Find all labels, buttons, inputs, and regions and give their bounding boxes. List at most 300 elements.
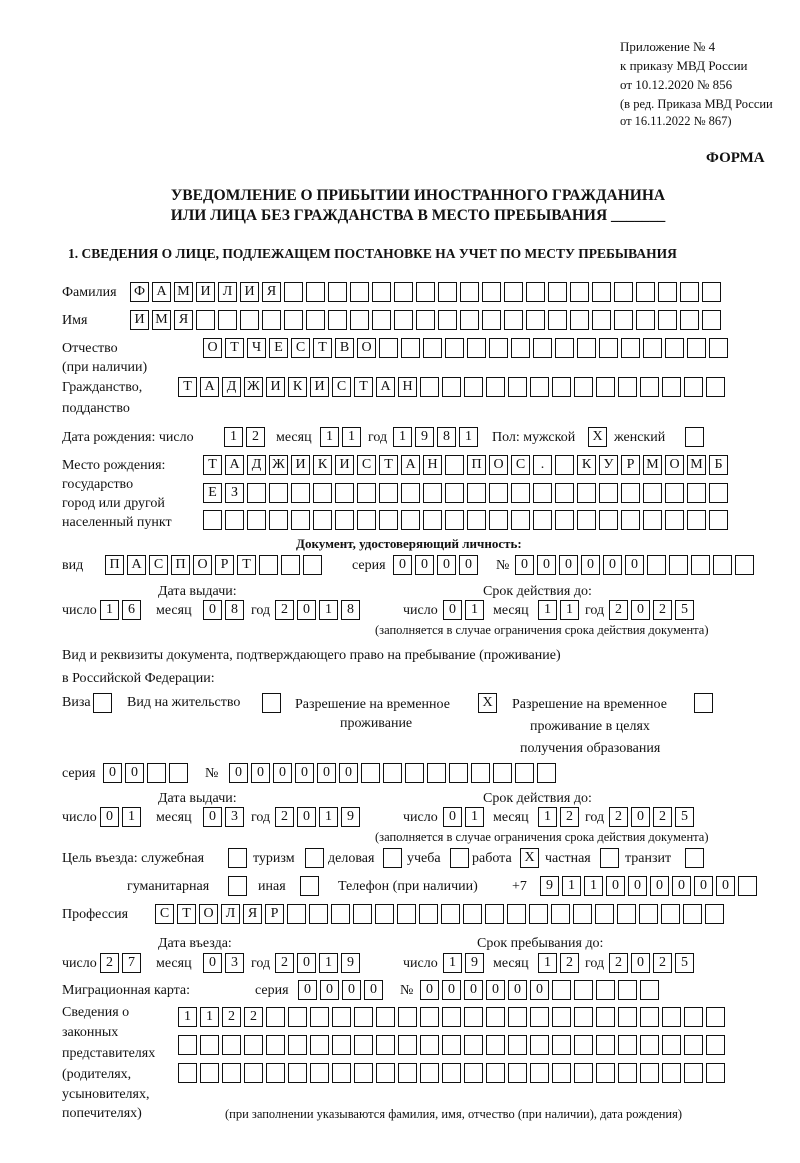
char-cell[interactable]: Т — [379, 455, 398, 475]
char-cell[interactable]: 0 — [443, 600, 462, 620]
char-cell[interactable]: 0 — [486, 980, 505, 1000]
char-cell[interactable]: И — [291, 455, 310, 475]
char-cell[interactable] — [489, 338, 508, 358]
char-cell[interactable]: 0 — [443, 807, 462, 827]
char-cell[interactable]: С — [357, 455, 376, 475]
char-cell[interactable] — [291, 483, 310, 503]
char-cell[interactable] — [709, 510, 728, 530]
char-cell[interactable] — [640, 1007, 659, 1027]
char-cell[interactable]: 0 — [694, 876, 713, 896]
char-cell[interactable] — [489, 483, 508, 503]
char-cell[interactable] — [203, 510, 222, 530]
char-cell[interactable]: 8 — [341, 600, 360, 620]
char-cell[interactable]: И — [196, 282, 215, 302]
char-cell[interactable] — [357, 510, 376, 530]
char-cell[interactable] — [259, 555, 278, 575]
char-cell[interactable] — [552, 980, 571, 1000]
checkbox-cell[interactable] — [262, 693, 281, 713]
char-cell[interactable]: Н — [398, 377, 417, 397]
char-cell[interactable]: О — [193, 555, 212, 575]
char-cell[interactable] — [401, 510, 420, 530]
char-cell[interactable] — [464, 1007, 483, 1027]
char-cell[interactable] — [552, 1035, 571, 1055]
checkbox-cell[interactable] — [305, 848, 324, 868]
char-cell[interactable] — [665, 483, 684, 503]
char-cell[interactable]: 0 — [251, 763, 270, 783]
char-cell[interactable] — [504, 282, 523, 302]
char-cell[interactable] — [287, 904, 306, 924]
char-cell[interactable] — [222, 1063, 241, 1083]
char-cell[interactable] — [445, 338, 464, 358]
char-cell[interactable] — [416, 282, 435, 302]
char-cell[interactable]: 1 — [319, 953, 338, 973]
char-cell[interactable]: И — [130, 310, 149, 330]
checkbox-cell[interactable] — [228, 848, 247, 868]
char-cell[interactable]: 0 — [530, 980, 549, 1000]
char-cell[interactable] — [599, 510, 618, 530]
char-cell[interactable] — [617, 904, 636, 924]
char-cell[interactable] — [269, 483, 288, 503]
char-cell[interactable] — [218, 310, 237, 330]
char-cell[interactable] — [178, 1035, 197, 1055]
char-cell[interactable]: Ж — [269, 455, 288, 475]
char-cell[interactable]: 1 — [178, 1007, 197, 1027]
char-cell[interactable] — [423, 483, 442, 503]
char-cell[interactable]: Н — [423, 455, 442, 475]
char-cell[interactable] — [596, 1007, 615, 1027]
char-cell[interactable] — [570, 282, 589, 302]
char-cell[interactable] — [658, 310, 677, 330]
char-cell[interactable] — [420, 1035, 439, 1055]
char-cell[interactable] — [379, 483, 398, 503]
char-cell[interactable]: 0 — [229, 763, 248, 783]
char-cell[interactable] — [738, 876, 757, 896]
char-cell[interactable] — [240, 310, 259, 330]
char-cell[interactable]: Я — [262, 282, 281, 302]
char-cell[interactable] — [555, 455, 574, 475]
char-cell[interactable] — [537, 763, 556, 783]
char-cell[interactable]: 1 — [224, 427, 243, 447]
char-cell[interactable]: 0 — [297, 807, 316, 827]
char-cell[interactable]: У — [599, 455, 618, 475]
char-cell[interactable] — [530, 1063, 549, 1083]
char-cell[interactable]: И — [335, 455, 354, 475]
char-cell[interactable] — [306, 282, 325, 302]
char-cell[interactable]: 1 — [465, 600, 484, 620]
checkbox-cell[interactable] — [600, 848, 619, 868]
char-cell[interactable]: Ф — [130, 282, 149, 302]
char-cell[interactable] — [284, 310, 303, 330]
char-cell[interactable] — [636, 310, 655, 330]
checkbox-cell[interactable]: X — [588, 427, 607, 447]
char-cell[interactable] — [467, 483, 486, 503]
char-cell[interactable] — [471, 763, 490, 783]
char-cell[interactable] — [266, 1007, 285, 1027]
char-cell[interactable] — [709, 483, 728, 503]
char-cell[interactable] — [354, 1035, 373, 1055]
char-cell[interactable] — [706, 1007, 725, 1027]
char-cell[interactable] — [445, 483, 464, 503]
checkbox-cell[interactable] — [685, 848, 704, 868]
char-cell[interactable] — [147, 763, 166, 783]
char-cell[interactable] — [661, 904, 680, 924]
char-cell[interactable] — [680, 310, 699, 330]
char-cell[interactable] — [687, 338, 706, 358]
char-cell[interactable] — [533, 338, 552, 358]
char-cell[interactable] — [375, 904, 394, 924]
char-cell[interactable] — [574, 1035, 593, 1055]
char-cell[interactable] — [376, 1007, 395, 1027]
char-cell[interactable]: 8 — [437, 427, 456, 447]
char-cell[interactable] — [427, 763, 446, 783]
char-cell[interactable]: 2 — [609, 600, 628, 620]
char-cell[interactable]: 0 — [625, 555, 644, 575]
char-cell[interactable] — [702, 282, 721, 302]
char-cell[interactable] — [442, 1063, 461, 1083]
char-cell[interactable] — [405, 763, 424, 783]
char-cell[interactable] — [332, 1035, 351, 1055]
char-cell[interactable]: 1 — [443, 953, 462, 973]
char-cell[interactable] — [596, 1035, 615, 1055]
char-cell[interactable]: 2 — [275, 600, 294, 620]
char-cell[interactable] — [511, 338, 530, 358]
char-cell[interactable]: 2 — [653, 807, 672, 827]
char-cell[interactable]: Т — [225, 338, 244, 358]
char-cell[interactable]: В — [335, 338, 354, 358]
char-cell[interactable] — [244, 1063, 263, 1083]
char-cell[interactable] — [397, 904, 416, 924]
char-cell[interactable] — [643, 510, 662, 530]
char-cell[interactable] — [530, 1035, 549, 1055]
checkbox-cell[interactable] — [93, 693, 112, 713]
char-cell[interactable] — [574, 1007, 593, 1027]
char-cell[interactable]: П — [171, 555, 190, 575]
char-cell[interactable] — [438, 310, 457, 330]
char-cell[interactable] — [401, 483, 420, 503]
char-cell[interactable] — [683, 904, 702, 924]
char-cell[interactable] — [420, 377, 439, 397]
char-cell[interactable] — [665, 338, 684, 358]
char-cell[interactable] — [247, 483, 266, 503]
char-cell[interactable] — [573, 904, 592, 924]
char-cell[interactable] — [706, 1035, 725, 1055]
char-cell[interactable]: 5 — [675, 953, 694, 973]
char-cell[interactable] — [332, 1063, 351, 1083]
char-cell[interactable] — [574, 980, 593, 1000]
char-cell[interactable] — [574, 377, 593, 397]
char-cell[interactable]: 5 — [675, 600, 694, 620]
char-cell[interactable] — [394, 310, 413, 330]
char-cell[interactable] — [401, 338, 420, 358]
char-cell[interactable]: 0 — [342, 980, 361, 1000]
char-cell[interactable] — [702, 310, 721, 330]
char-cell[interactable] — [614, 282, 633, 302]
char-cell[interactable] — [467, 510, 486, 530]
checkbox-cell[interactable] — [228, 876, 247, 896]
char-cell[interactable]: К — [313, 455, 332, 475]
char-cell[interactable]: 1 — [122, 807, 141, 827]
char-cell[interactable]: К — [288, 377, 307, 397]
char-cell[interactable] — [482, 282, 501, 302]
char-cell[interactable] — [200, 1035, 219, 1055]
char-cell[interactable]: И — [310, 377, 329, 397]
char-cell[interactable] — [640, 1063, 659, 1083]
char-cell[interactable]: 2 — [609, 807, 628, 827]
char-cell[interactable] — [310, 1007, 329, 1027]
char-cell[interactable] — [508, 377, 527, 397]
char-cell[interactable] — [508, 1063, 527, 1083]
checkbox-cell[interactable]: X — [520, 848, 539, 868]
char-cell[interactable] — [266, 1035, 285, 1055]
char-cell[interactable]: 3 — [225, 807, 244, 827]
char-cell[interactable]: О — [489, 455, 508, 475]
char-cell[interactable] — [269, 510, 288, 530]
char-cell[interactable] — [196, 310, 215, 330]
char-cell[interactable] — [507, 904, 526, 924]
char-cell[interactable]: 1 — [560, 600, 579, 620]
char-cell[interactable]: М — [687, 455, 706, 475]
char-cell[interactable]: 3 — [225, 953, 244, 973]
char-cell[interactable] — [303, 555, 322, 575]
char-cell[interactable] — [595, 904, 614, 924]
char-cell[interactable] — [526, 282, 545, 302]
char-cell[interactable]: О — [203, 338, 222, 358]
char-cell[interactable] — [398, 1063, 417, 1083]
char-cell[interactable] — [442, 377, 461, 397]
char-cell[interactable]: Е — [269, 338, 288, 358]
char-cell[interactable] — [419, 904, 438, 924]
char-cell[interactable] — [281, 555, 300, 575]
char-cell[interactable]: А — [152, 282, 171, 302]
char-cell[interactable] — [379, 510, 398, 530]
char-cell[interactable]: 0 — [537, 555, 556, 575]
char-cell[interactable]: 0 — [203, 953, 222, 973]
char-cell[interactable] — [350, 310, 369, 330]
char-cell[interactable] — [332, 1007, 351, 1027]
char-cell[interactable] — [335, 510, 354, 530]
char-cell[interactable] — [529, 904, 548, 924]
char-cell[interactable]: С — [291, 338, 310, 358]
char-cell[interactable] — [178, 1063, 197, 1083]
char-cell[interactable]: 0 — [203, 600, 222, 620]
char-cell[interactable]: 0 — [650, 876, 669, 896]
char-cell[interactable]: А — [127, 555, 146, 575]
char-cell[interactable]: 1 — [100, 600, 119, 620]
char-cell[interactable]: Ч — [247, 338, 266, 358]
char-cell[interactable]: Р — [215, 555, 234, 575]
char-cell[interactable] — [460, 282, 479, 302]
char-cell[interactable] — [350, 282, 369, 302]
char-cell[interactable] — [464, 1035, 483, 1055]
char-cell[interactable] — [508, 1007, 527, 1027]
char-cell[interactable]: 0 — [508, 980, 527, 1000]
char-cell[interactable]: П — [105, 555, 124, 575]
char-cell[interactable] — [361, 763, 380, 783]
char-cell[interactable]: 6 — [122, 600, 141, 620]
char-cell[interactable] — [592, 310, 611, 330]
char-cell[interactable] — [504, 310, 523, 330]
char-cell[interactable]: 1 — [393, 427, 412, 447]
char-cell[interactable] — [353, 904, 372, 924]
char-cell[interactable]: 9 — [341, 953, 360, 973]
char-cell[interactable] — [596, 980, 615, 1000]
char-cell[interactable] — [394, 282, 413, 302]
char-cell[interactable]: 0 — [716, 876, 735, 896]
char-cell[interactable] — [445, 510, 464, 530]
char-cell[interactable] — [310, 1063, 329, 1083]
char-cell[interactable]: Д — [247, 455, 266, 475]
char-cell[interactable] — [467, 338, 486, 358]
char-cell[interactable] — [735, 555, 754, 575]
char-cell[interactable] — [533, 483, 552, 503]
char-cell[interactable]: 0 — [297, 953, 316, 973]
char-cell[interactable]: 0 — [581, 555, 600, 575]
char-cell[interactable]: 2 — [560, 807, 579, 827]
char-cell[interactable]: 1 — [342, 427, 361, 447]
char-cell[interactable] — [313, 510, 332, 530]
char-cell[interactable]: Т — [177, 904, 196, 924]
char-cell[interactable] — [508, 1035, 527, 1055]
char-cell[interactable]: 0 — [317, 763, 336, 783]
char-cell[interactable]: . — [533, 455, 552, 475]
char-cell[interactable]: 9 — [341, 807, 360, 827]
char-cell[interactable] — [684, 1035, 703, 1055]
char-cell[interactable]: К — [577, 455, 596, 475]
checkbox-cell[interactable] — [300, 876, 319, 896]
char-cell[interactable] — [376, 1035, 395, 1055]
char-cell[interactable] — [533, 510, 552, 530]
char-cell[interactable]: 0 — [631, 807, 650, 827]
char-cell[interactable] — [599, 338, 618, 358]
char-cell[interactable] — [485, 904, 504, 924]
char-cell[interactable]: 0 — [559, 555, 578, 575]
char-cell[interactable] — [449, 763, 468, 783]
char-cell[interactable] — [705, 904, 724, 924]
char-cell[interactable]: Б — [709, 455, 728, 475]
char-cell[interactable] — [662, 1007, 681, 1027]
char-cell[interactable]: 0 — [393, 555, 412, 575]
char-cell[interactable] — [383, 763, 402, 783]
char-cell[interactable]: 0 — [459, 555, 478, 575]
char-cell[interactable] — [354, 1063, 373, 1083]
char-cell[interactable] — [482, 310, 501, 330]
char-cell[interactable]: М — [174, 282, 193, 302]
char-cell[interactable] — [441, 904, 460, 924]
char-cell[interactable] — [640, 980, 659, 1000]
char-cell[interactable]: 1 — [319, 807, 338, 827]
char-cell[interactable] — [511, 483, 530, 503]
char-cell[interactable]: 1 — [320, 427, 339, 447]
checkbox-cell[interactable] — [450, 848, 469, 868]
char-cell[interactable] — [398, 1007, 417, 1027]
char-cell[interactable] — [247, 510, 266, 530]
char-cell[interactable]: Т — [354, 377, 373, 397]
char-cell[interactable]: Я — [243, 904, 262, 924]
char-cell[interactable]: 0 — [603, 555, 622, 575]
char-cell[interactable] — [464, 377, 483, 397]
char-cell[interactable] — [618, 377, 637, 397]
char-cell[interactable] — [530, 377, 549, 397]
char-cell[interactable] — [357, 483, 376, 503]
char-cell[interactable]: 9 — [465, 953, 484, 973]
char-cell[interactable] — [526, 310, 545, 330]
char-cell[interactable] — [288, 1035, 307, 1055]
char-cell[interactable] — [489, 510, 508, 530]
char-cell[interactable]: 1 — [538, 600, 557, 620]
char-cell[interactable]: 0 — [515, 555, 534, 575]
char-cell[interactable] — [416, 310, 435, 330]
char-cell[interactable] — [669, 555, 688, 575]
char-cell[interactable]: 0 — [628, 876, 647, 896]
char-cell[interactable] — [244, 1035, 263, 1055]
char-cell[interactable] — [376, 1063, 395, 1083]
checkbox-cell[interactable] — [694, 693, 713, 713]
char-cell[interactable] — [288, 1063, 307, 1083]
char-cell[interactable] — [398, 1035, 417, 1055]
char-cell[interactable] — [486, 377, 505, 397]
char-cell[interactable] — [464, 1063, 483, 1083]
char-cell[interactable]: 2 — [275, 807, 294, 827]
char-cell[interactable] — [687, 483, 706, 503]
char-cell[interactable]: 2 — [244, 1007, 263, 1027]
char-cell[interactable] — [596, 377, 615, 397]
char-cell[interactable]: 0 — [297, 600, 316, 620]
char-cell[interactable] — [574, 1063, 593, 1083]
char-cell[interactable]: А — [401, 455, 420, 475]
char-cell[interactable]: И — [240, 282, 259, 302]
char-cell[interactable] — [614, 310, 633, 330]
char-cell[interactable]: 0 — [103, 763, 122, 783]
char-cell[interactable]: И — [266, 377, 285, 397]
char-cell[interactable]: 1 — [319, 600, 338, 620]
char-cell[interactable] — [266, 1063, 285, 1083]
char-cell[interactable] — [445, 455, 464, 475]
char-cell[interactable] — [640, 1035, 659, 1055]
char-cell[interactable] — [709, 338, 728, 358]
char-cell[interactable] — [713, 555, 732, 575]
char-cell[interactable] — [643, 338, 662, 358]
char-cell[interactable] — [577, 510, 596, 530]
char-cell[interactable] — [379, 338, 398, 358]
char-cell[interactable]: 9 — [415, 427, 434, 447]
char-cell[interactable]: 0 — [606, 876, 625, 896]
char-cell[interactable] — [291, 510, 310, 530]
char-cell[interactable]: Р — [265, 904, 284, 924]
char-cell[interactable]: 0 — [320, 980, 339, 1000]
char-cell[interactable] — [328, 310, 347, 330]
char-cell[interactable]: 0 — [672, 876, 691, 896]
char-cell[interactable] — [552, 1063, 571, 1083]
char-cell[interactable]: Т — [178, 377, 197, 397]
char-cell[interactable] — [577, 483, 596, 503]
char-cell[interactable]: О — [665, 455, 684, 475]
char-cell[interactable]: 2 — [609, 953, 628, 973]
char-cell[interactable] — [328, 282, 347, 302]
char-cell[interactable]: Ж — [244, 377, 263, 397]
char-cell[interactable] — [262, 310, 281, 330]
char-cell[interactable] — [684, 1063, 703, 1083]
char-cell[interactable] — [592, 282, 611, 302]
char-cell[interactable] — [306, 310, 325, 330]
char-cell[interactable] — [647, 555, 666, 575]
char-cell[interactable] — [442, 1007, 461, 1027]
char-cell[interactable] — [331, 904, 350, 924]
char-cell[interactable] — [706, 1063, 725, 1083]
char-cell[interactable] — [618, 1007, 637, 1027]
char-cell[interactable] — [636, 282, 655, 302]
char-cell[interactable]: Д — [222, 377, 241, 397]
char-cell[interactable] — [684, 1007, 703, 1027]
